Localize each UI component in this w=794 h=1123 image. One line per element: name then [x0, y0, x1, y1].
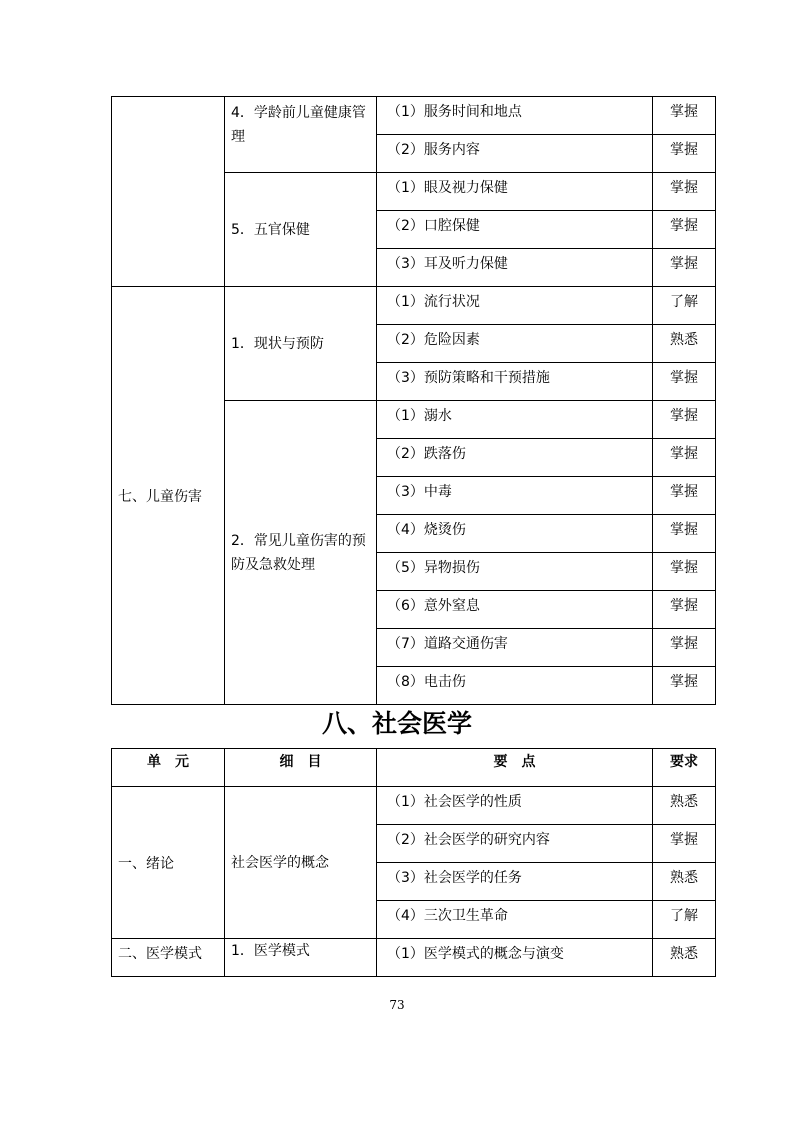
page-number: 73: [389, 998, 405, 1012]
requirement-cell: 掌握: [653, 825, 716, 863]
table-row: [112, 287, 716, 325]
requirement-cell: 熟悉: [653, 939, 716, 977]
point-cell: （3）社会医学的任务: [377, 863, 653, 901]
requirement-cell: 掌握: [653, 515, 716, 553]
table-header-row: [112, 749, 716, 787]
table-row: [112, 97, 716, 135]
requirement-cell: 掌握: [653, 439, 716, 477]
point-cell: （5）异物损伤: [377, 553, 653, 591]
requirement-cell: 掌握: [653, 553, 716, 591]
header-requirement: 要求: [653, 749, 716, 787]
point-cell: （1）医学模式的概念与演变: [377, 939, 653, 977]
unit-cell: 七、儿童伤害: [112, 287, 225, 705]
point-cell: （6）意外窒息: [377, 591, 653, 629]
point-cell: （2）社会医学的研究内容: [377, 825, 653, 863]
requirement-cell: 掌握: [653, 591, 716, 629]
point-cell: （1）服务时间和地点: [377, 97, 653, 135]
item-cell: 1．现状与预防: [225, 287, 377, 401]
requirement-cell: 掌握: [653, 173, 716, 211]
requirement-cell: 掌握: [653, 97, 716, 135]
requirement-cell: 了解: [653, 901, 716, 939]
point-cell: （7）道路交通伤害: [377, 629, 653, 667]
point-cell: （1）社会医学的性质: [377, 787, 653, 825]
curriculum-table-continued: [111, 96, 716, 705]
point-cell: （1）溺水: [377, 401, 653, 439]
requirement-cell: 掌握: [653, 401, 716, 439]
point-cell: （3）耳及听力保健: [377, 249, 653, 287]
requirement-cell: 熟悉: [653, 787, 716, 825]
requirement-cell: 掌握: [653, 363, 716, 401]
point-cell: （3）中毒: [377, 477, 653, 515]
unit-cell: 一、绪论: [112, 787, 225, 939]
item-cell: 社会医学的概念: [225, 787, 377, 939]
point-cell: （4）三次卫生革命: [377, 901, 653, 939]
point-cell: （3）预防策略和干预措施: [377, 363, 653, 401]
header-unit: 单 元: [112, 749, 225, 787]
item-cell: 1．医学模式: [225, 939, 377, 977]
point-cell: （1）眼及视力保健: [377, 173, 653, 211]
point-cell: （2）服务内容: [377, 135, 653, 173]
requirement-cell: 掌握: [653, 135, 716, 173]
requirement-cell: 熟悉: [653, 863, 716, 901]
header-item: 细 目: [225, 749, 377, 787]
item-cell: 5．五官保健: [225, 173, 377, 287]
requirement-cell: 掌握: [653, 211, 716, 249]
point-cell: （2）跌落伤: [377, 439, 653, 477]
requirement-cell: 掌握: [653, 249, 716, 287]
table-row: [112, 939, 716, 977]
requirement-cell: 了解: [653, 287, 716, 325]
point-cell: （2）危险因素: [377, 325, 653, 363]
requirement-cell: 掌握: [653, 477, 716, 515]
requirement-cell: 掌握: [653, 629, 716, 667]
requirement-cell: 熟悉: [653, 325, 716, 363]
unit-cell: 二、医学模式: [112, 939, 225, 977]
point-cell: （8）电击伤: [377, 667, 653, 705]
point-cell: （1）流行状况: [377, 287, 653, 325]
unit-cell-empty: [112, 97, 225, 287]
item-cell: 4．学龄前儿童健康管理: [225, 97, 377, 173]
header-point: 要 点: [377, 749, 653, 787]
point-cell: （2）口腔保健: [377, 211, 653, 249]
requirement-cell: 掌握: [653, 667, 716, 705]
point-cell: （4）烧烫伤: [377, 515, 653, 553]
social-medicine-table: [111, 748, 716, 977]
section-title: 八、社会医学: [321, 709, 472, 738]
table-row: [112, 787, 716, 825]
item-cell: 2．常见儿童伤害的预防及急救处理: [225, 401, 377, 705]
